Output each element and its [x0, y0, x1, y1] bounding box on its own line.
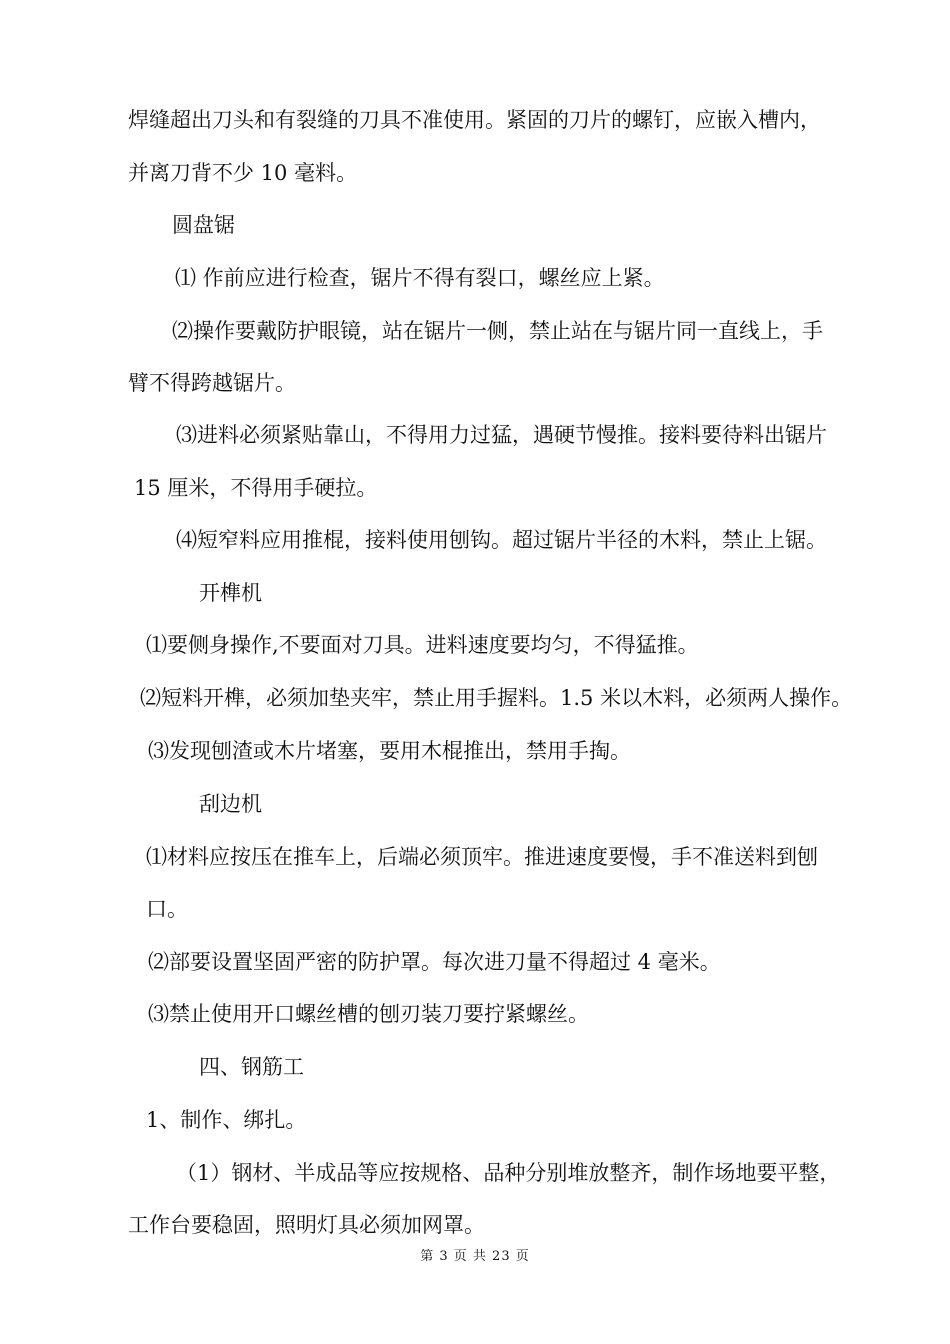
section-heading-edge-scraper: 刮边机 [199, 792, 262, 816]
text-line: 焊缝超出刀头和有裂缝的刀具不准使用。紧固的刀片的螺钉，应嵌入槽内， [128, 108, 821, 132]
text-line: ⑶进料必须紧贴靠山，不得用力过猛，遇硬节慢推。接料要待料出锯片 [176, 423, 827, 447]
text-line: 工作台要稳固，照明灯具必须加网罩。 [128, 1213, 485, 1237]
text-line: （1）钢材、半成品等应按规格、品种分别堆放整齐，制作场地要平整， [176, 1161, 841, 1185]
text-line: 臂不得跨越锯片。 [128, 371, 296, 395]
section-heading-tenoning-machine: 开榫机 [199, 581, 262, 605]
text-line: ⑴要侧身操作,不要面对刀具。进料速度要均匀，不得猛推。 [146, 633, 699, 657]
text-line: ⑷短窄料应用推棍，接料使用刨钩。超过锯片半径的木料，禁止上锯。 [176, 528, 827, 552]
text-line: ⑴材料应按压在推车上，后端必须顶牢。推进速度要慢，手不准送料到刨 [146, 845, 818, 869]
text-line: 并离刀背不少 10 毫料。 [128, 161, 358, 185]
text-line: ⑴ 作前应进行检查，锯片不得有裂口，螺丝应上紧。 [175, 266, 665, 290]
text-line: ⑵操作要戴防护眼镜，站在锯片一侧，禁止站在与锯片同一直线上，手 [172, 319, 823, 343]
text-line: 口。 [146, 897, 188, 921]
text-line: ⑵部要设置坚固严密的防护罩。每次进刀量不得超过 4 毫米。 [148, 950, 721, 974]
section-heading-circular-saw: 圆盘锯 [172, 213, 235, 237]
page-number-footer: 第 3 页 共 23 页 [420, 1249, 530, 1264]
text-line: ⑶禁止使用开口螺丝槽的刨刃装刀要拧紧螺丝。 [148, 1002, 589, 1026]
section-heading-rebar-worker: 四、钢筋工 [199, 1055, 304, 1079]
text-line: 15 厘米，不得用手硬拉。 [134, 476, 378, 500]
text-line: 1、制作、绑扎。 [146, 1108, 307, 1132]
text-line: ⑶发现刨渣或木片堵塞，要用木棍推出，禁用手掏。 [148, 739, 631, 763]
text-line: ⑵短料开榫，必须加垫夹牢，禁止用手握料。1.5 米以木料，必须两人操作。 [140, 686, 853, 710]
